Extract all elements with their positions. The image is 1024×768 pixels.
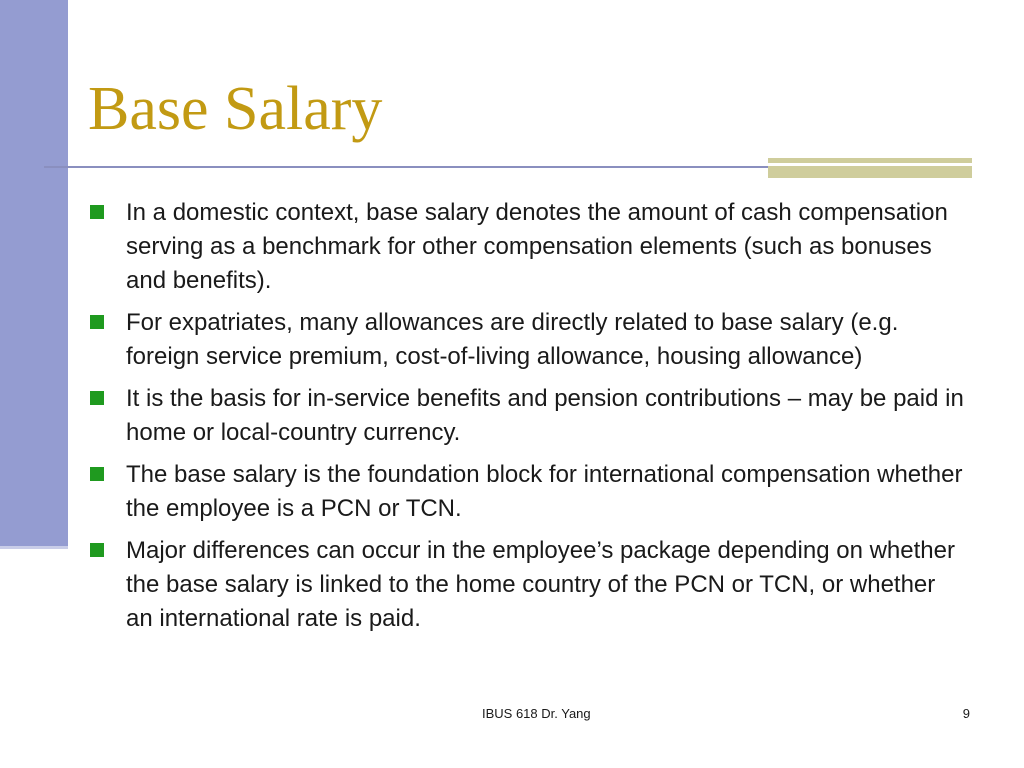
left-accent-bar-shadow: [0, 546, 68, 549]
page-number: 9: [962, 706, 970, 721]
bullet-item: [88, 196, 968, 298]
green-square-bullet-icon: [90, 315, 104, 329]
bullet-text: Major differences can occur in the employee’s package depending on whether the base salary is linked to the home country of the PCN or TCN, or whether an international rate is paid.: [126, 537, 955, 632]
left-accent-bar: [0, 0, 68, 546]
title-accent-block: [768, 158, 972, 178]
bullet-text: In a domestic context, base salary denotes the amount of cash compensation serving as a benchmark for other compensation elements (such as bonuses and benefits).: [126, 199, 948, 294]
green-square-bullet-icon: [90, 205, 104, 219]
slide-footer: IBUS 618 Dr. Yang: [482, 706, 591, 721]
bullet-list: [88, 196, 968, 644]
bullet-item: [88, 534, 968, 636]
bullet-item: [88, 458, 968, 526]
green-square-bullet-icon: [90, 467, 104, 481]
bullet-text: It is the basis for in-service benefits and pension contributions – may be paid in home or local-country currency.: [126, 385, 964, 446]
slide-title: Base Salary: [88, 75, 383, 143]
bullet-text: The base salary is the foundation block for international compensation whether the employee is a PCN or TCN.: [126, 461, 963, 522]
bullet-item: [88, 382, 968, 450]
bullet-item: [88, 306, 968, 374]
bullet-text: For expatriates, many allowances are directly related to base salary (e.g. foreign service premium, cost-of-living allowance, housing allowance): [126, 309, 899, 370]
green-square-bullet-icon: [90, 543, 104, 557]
green-square-bullet-icon: [90, 391, 104, 405]
